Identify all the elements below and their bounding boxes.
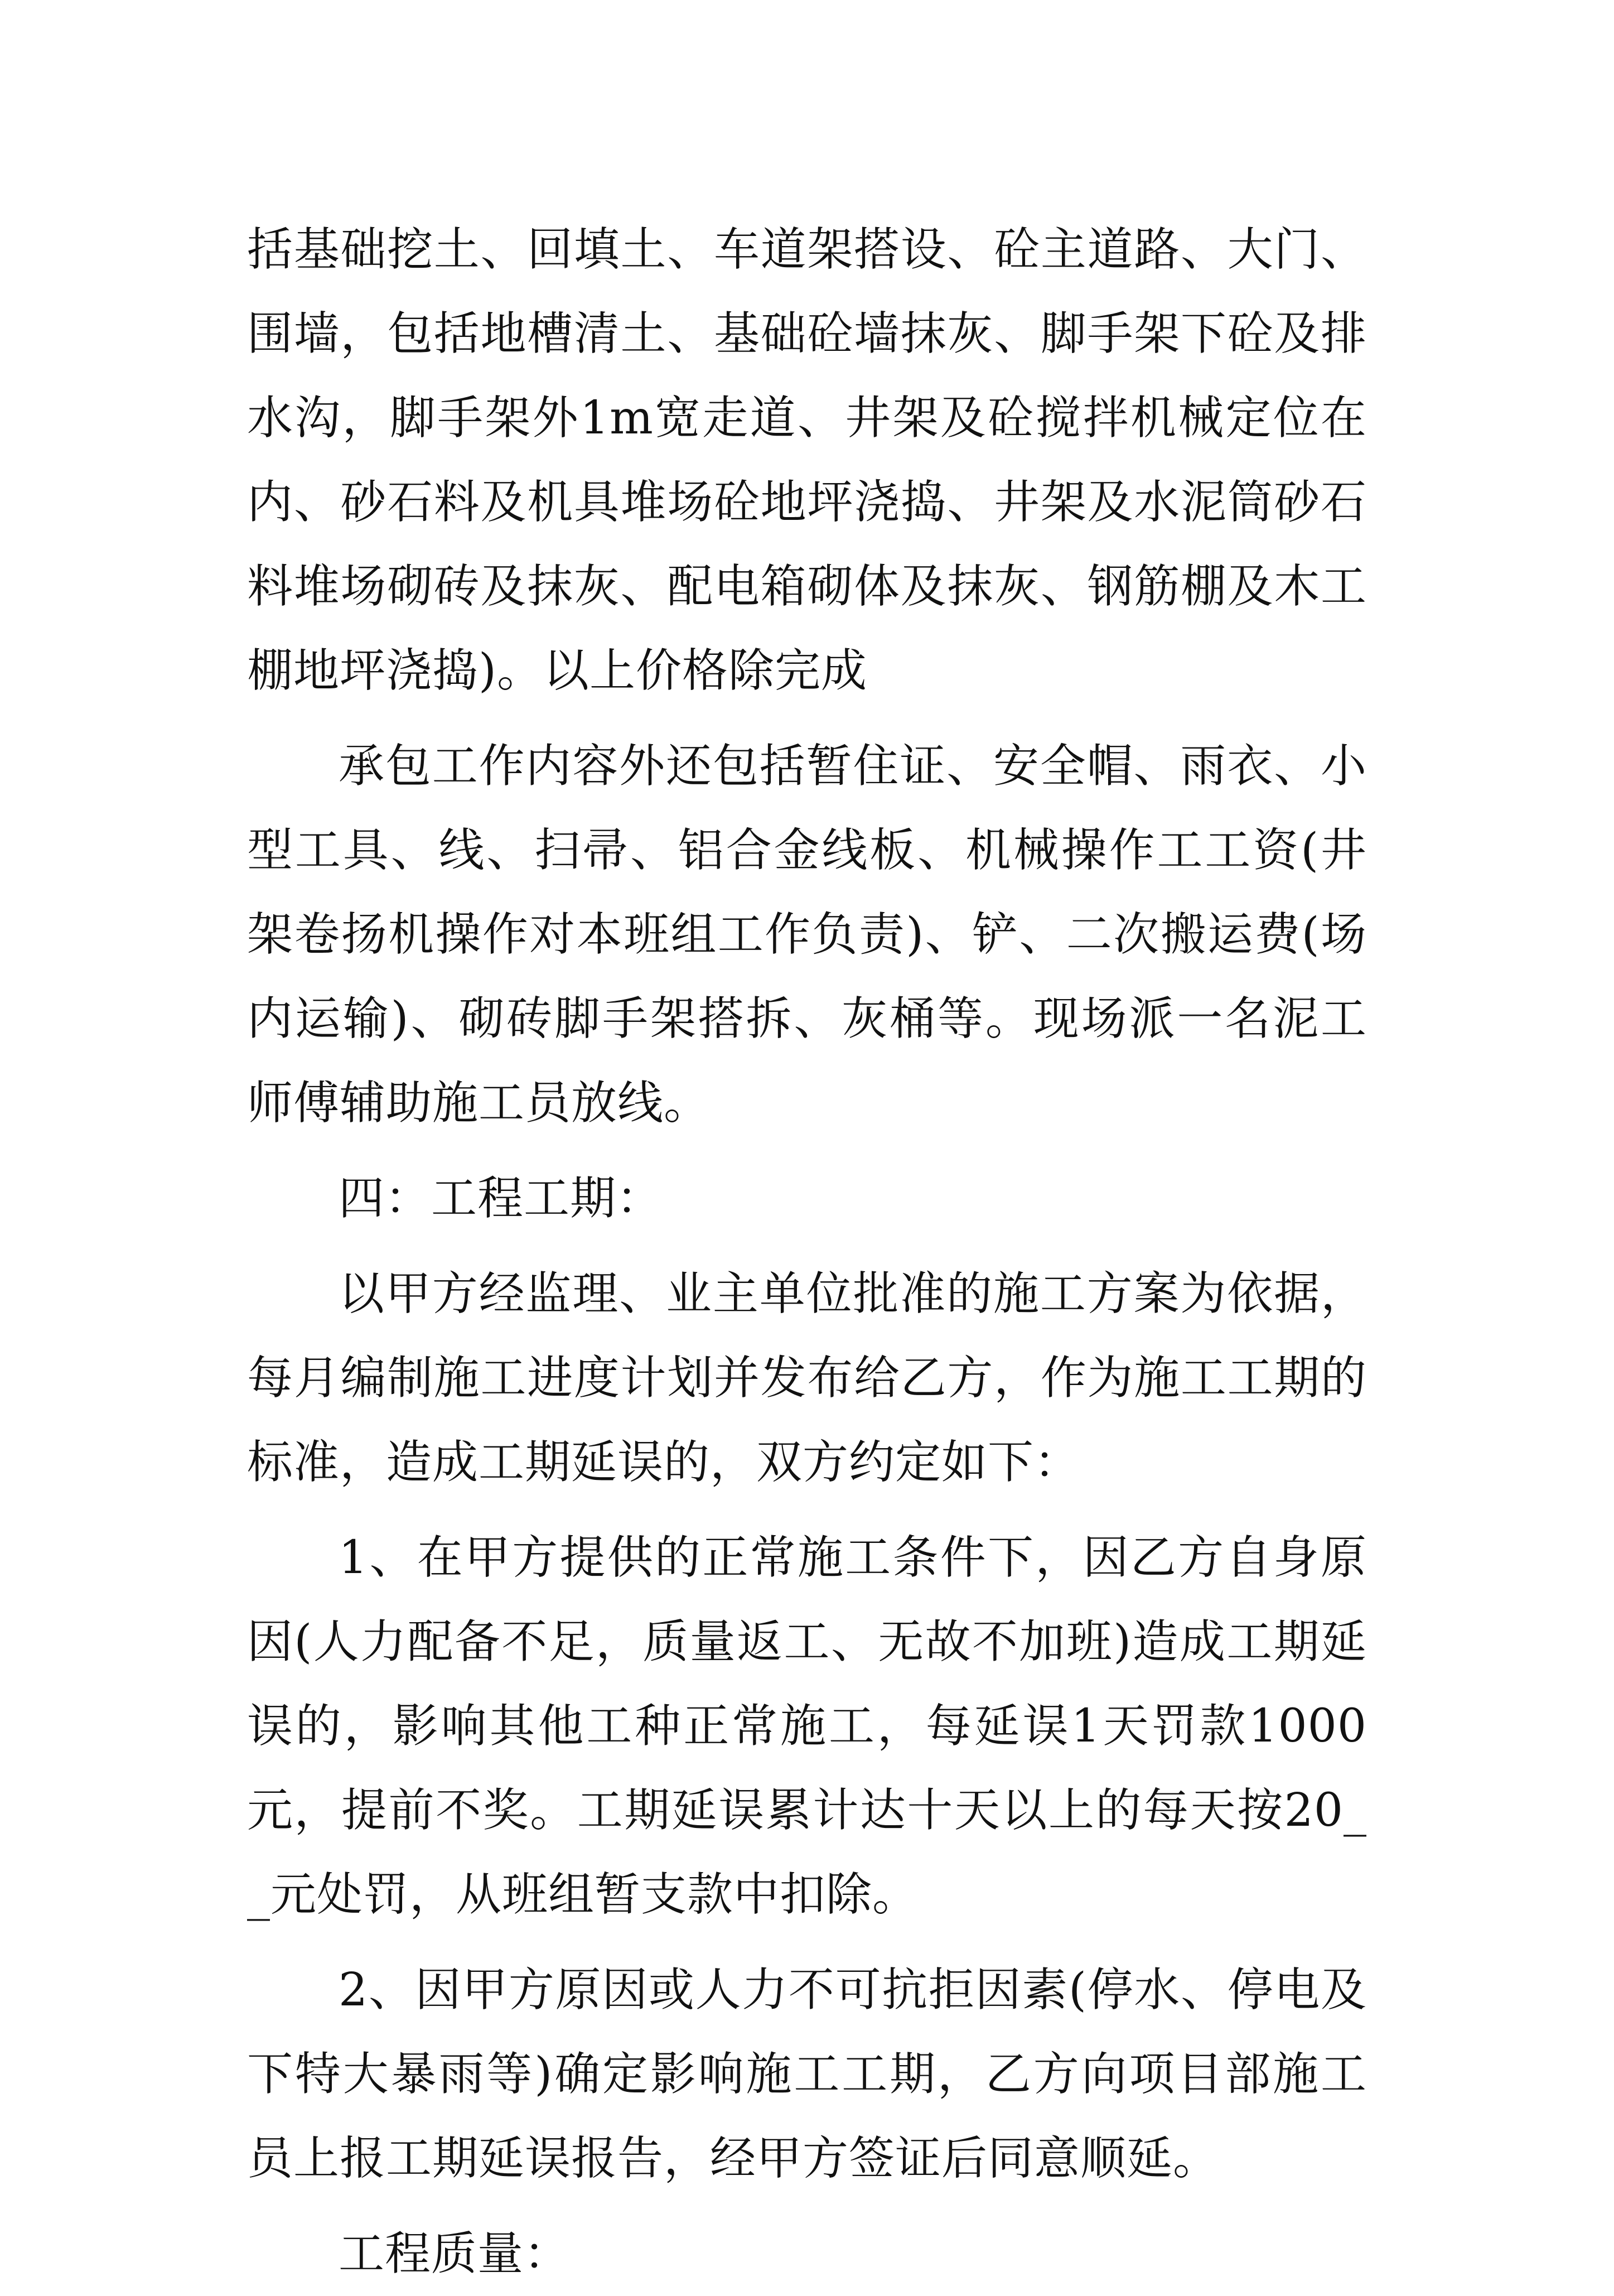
paragraph-additional-scope: 承包工作内容外还包括暂住证、安全帽、雨衣、小型工具、线、扫帚、铝合金线板、机械操作工工资(井架卷扬机操作对本班组工作负责)、铲、二次搬运费(场内运输)、砌砖脚手架搭拆、灰桶等。现场派一名泥工师傅辅助施工员放线。 bbox=[247, 740, 1367, 1130]
section-heading-schedule: 四：工程工期： bbox=[339, 1172, 663, 1225]
paragraph-scope-continuation: 括基础挖土、回填土、车道架搭设、砼主道路、大门、围墙，包括地槽清土、基础砼墙抹灰、脚手架下砼及排水沟，脚手架外1m宽走道、井架及砼搅拌机械定位在内、砂石料及机具堆场砼地坪浇捣、井架及水泥筒砂石料堆场砌砖及抹灰、配电箱砌体及抹灰、钢筋棚及木工棚地坪浇捣)。以上价格除完成 bbox=[247, 223, 1367, 697]
document-body bbox=[247, 208, 1367, 2296]
section-heading-quality: 工程质量： bbox=[339, 2227, 571, 2280]
paragraph-delay-penalty: 1、在甲方提供的正常施工条件下，因乙方自身原因(人力配备不足，质量返工、无故不加班)造成工期延误的，影响其他工种正常施工，每延误1天罚款1000元，提前不奖。工期延误累计达十天以上的每天按20__元处罚，从班组暂支款中扣除。 bbox=[247, 1531, 1367, 1921]
paragraph-delay-extension: 2、因甲方原因或人力不可抗拒因素(停水、停电及下特大暴雨等)确定影响施工工期，乙方向项目部施工员上报工期延误报告，经甲方签证后同意顺延。 bbox=[247, 1964, 1367, 2185]
paragraph-schedule-basis: 以甲方经监理、业主单位批准的施工方案为依据，每月编制施工进度计划并发布给乙方，作为施工工期的标准，造成工期延误的，双方约定如下： bbox=[247, 1267, 1367, 1489]
